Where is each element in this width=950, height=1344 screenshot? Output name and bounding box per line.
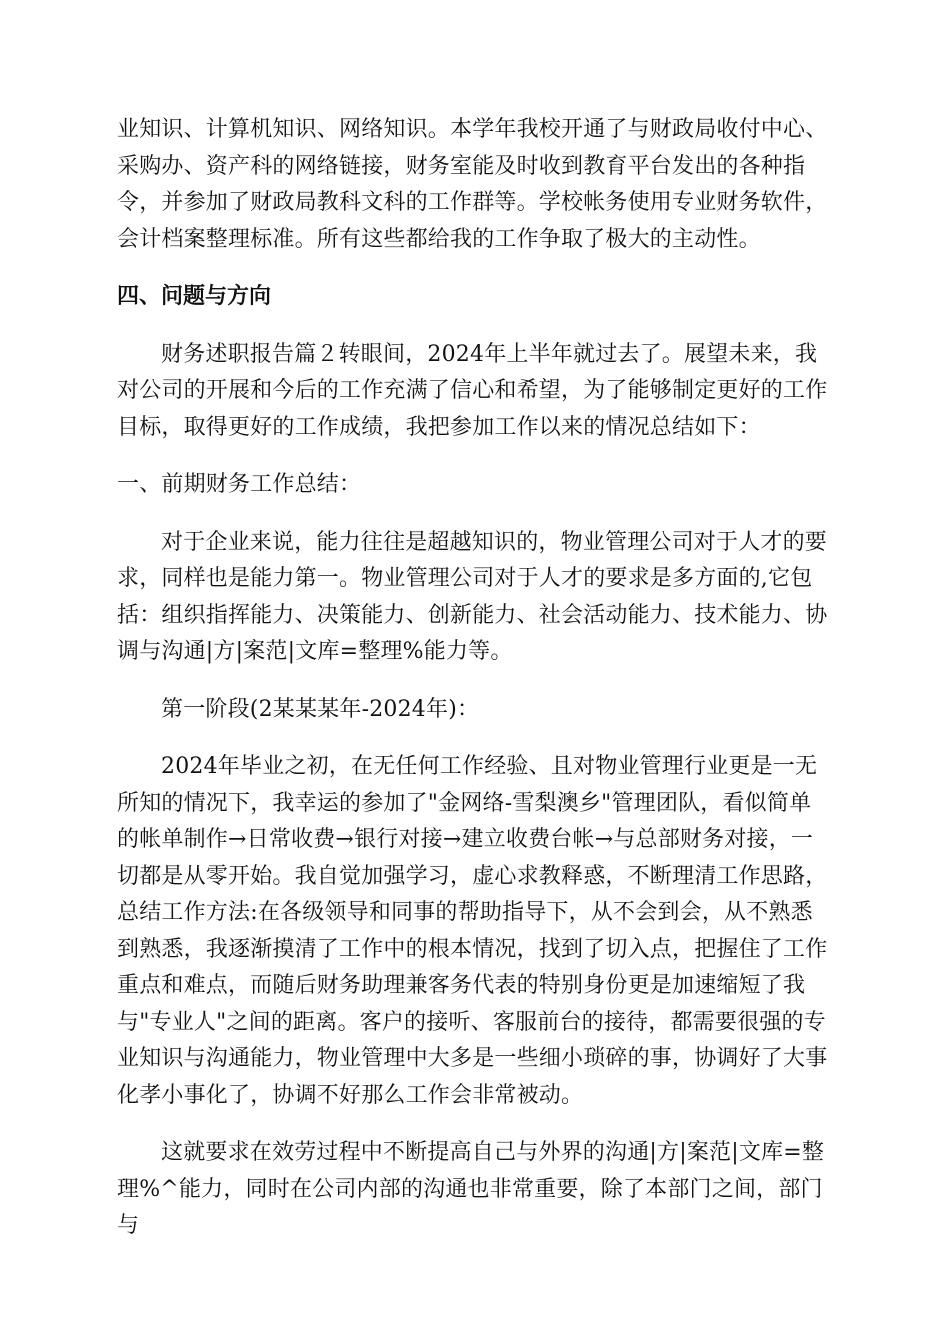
heading-early-summary: 一、前期财务工作总结： bbox=[117, 472, 362, 497]
paragraph-report-intro: 财务述职报告篇２转眼间，2024年上半年就过去了。展望未来，我对公司的开展和今后的工作充满了信心和希望，为了能够制定更好的工作目标，取得更好的工作成绩，我把参加工作以来的情况总结如下： bbox=[117, 341, 828, 440]
paragraph-communication: 这就要求在效劳过程中不断提高自己与外界的沟通|方|案范|文库=整理%^能力，同时在公司内部的沟通也非常重要，除了本部门之间，部门与 bbox=[117, 1140, 825, 1238]
paragraph-knowledge: 业知识、计算机知识、网络知识。本学年我校开通了与财政局收付中心、采购办、资产科的网络链接，财务室能及时收到教育平台发出的各种指令，并参加了财政局教科文科的工作群等。学校帐务使用专业财务软件，会计档案整理标准。所有这些都给我的工作争取了极大的主动性。 bbox=[117, 117, 828, 252]
heading-problems-direction: 四、问题与方向 bbox=[117, 284, 272, 309]
paragraph-graduation: 2024年毕业之初，在无任何工作经验、且对物业管理行业更是一无所知的情况下，我幸运的参加了"金网络-雪梨澳乡"管理团队，看似简单的帐单制作→日常收费→银行对接→建立收费台帐→与总部财务对接，一切都是从零开始。我自觉加强学习，虚心求教释惑，不断理清工作思路，总结工作方法:在各级领导和同事的帮助指导下，从不会到会，从不熟悉到熟悉，我逐渐摸清了工作中的根本情况，找到了切入点，把握住了工作重点和难点，而随后财务助理兼客务代表的特别身份更是加速缩短了我与"专业人"之间的距离。客户的接听、客服前台的接待，都需要很强的专业知识与沟通能力，物业管理中大多是一些细小琐碎的事，协调好了大事化孝小事化了，协调不好那么工作会非常被动。 bbox=[117, 754, 828, 1108]
paragraph-ability: 对于企业来说，能力往往是超越知识的，物业管理公司对于人才的要求，同样也是能力第一。物业管理公司对于人才的要求是多方面的,它包括：组织指挥能力、决策能力、创新能力、社会活动能力、技术能力、协调与沟通|方|案范|文库=整理%能力等。 bbox=[117, 529, 828, 664]
document-page bbox=[117, 112, 833, 1245]
paragraph-stage-one: 第一阶段(2某某某年-2024年)： bbox=[161, 696, 480, 722]
